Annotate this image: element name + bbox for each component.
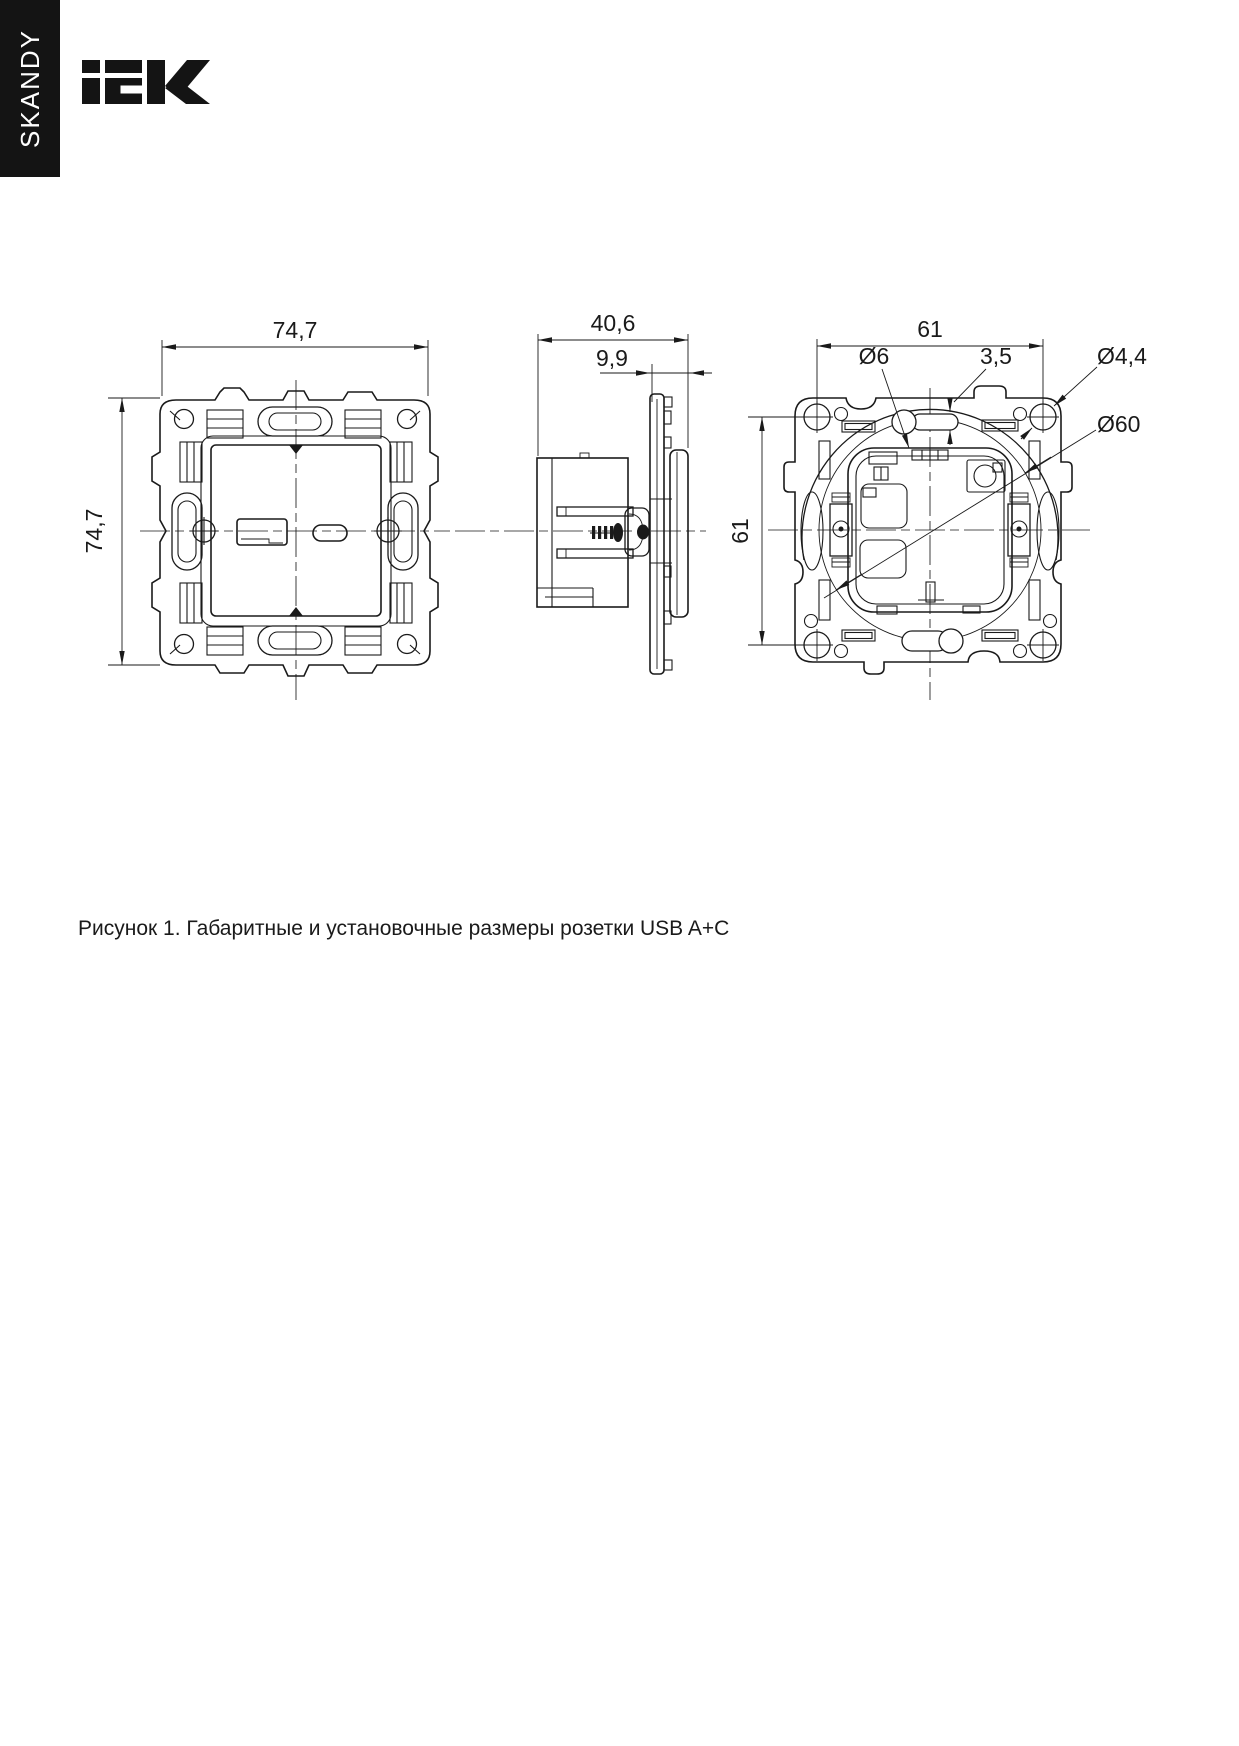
side-cover: [670, 450, 688, 617]
side-dimensions: [538, 310, 712, 456]
iek-logo-glyphs: [82, 60, 210, 104]
dim-back-screw-dia: Ø4,4: [1097, 343, 1147, 369]
dim-back-body-dia: Ø60: [1097, 411, 1141, 437]
dim-side-cover-offset: 9,9: [596, 345, 628, 371]
figure-caption: Рисунок 1. Габаритные и установочные размеры розетки USB A+C: [78, 917, 730, 940]
dim-front-width: 74,7: [272, 317, 318, 343]
usb-c-port: [313, 525, 347, 541]
usb-a-port: [237, 519, 287, 545]
series-label: SKANDY: [14, 29, 45, 148]
dim-back-v-spacing: 61: [727, 518, 753, 544]
front-screw-left-icon: [190, 517, 218, 545]
dimension-drawing: [60, 270, 1150, 740]
front-plate-outline: [152, 388, 438, 676]
side-flange: [650, 394, 672, 674]
iek-logo: [82, 59, 210, 105]
back-keyholes: [892, 410, 963, 653]
front-dimensions: [81, 317, 428, 665]
dim-back-hole-dia: Ø6: [858, 343, 890, 369]
dim-front-height: 74,7: [81, 508, 107, 554]
dim-back-h-spacing: 61: [917, 316, 943, 342]
back-dimensions: [727, 316, 1147, 645]
dim-side-depth: 40,6: [590, 310, 636, 336]
back-body-details: [860, 450, 1005, 614]
side-view: [455, 310, 712, 674]
dim-back-slot-width: 3,5: [980, 343, 1012, 369]
front-view: [81, 317, 450, 700]
front-screw-right-icon: [374, 517, 402, 545]
back-view: [727, 316, 1147, 700]
series-banner: [0, 0, 60, 177]
